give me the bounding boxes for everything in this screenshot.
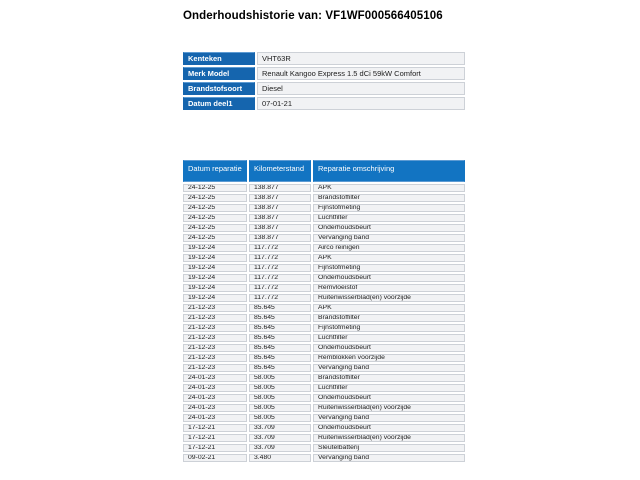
repair-date-cell: 24-12-25 xyxy=(183,204,247,212)
table-row xyxy=(183,284,465,292)
table-row xyxy=(183,344,465,352)
info-row xyxy=(183,97,465,110)
repair-date-cell: 24-01-23 xyxy=(183,404,247,412)
table-row xyxy=(183,194,465,202)
repair-date-cell: 24-01-23 xyxy=(183,394,247,402)
kilometer-cell: 85.645 xyxy=(249,324,311,332)
repair-date-cell: 17-12-21 xyxy=(183,424,247,432)
repair-description-cell: Onderhoudsbeurt xyxy=(313,424,465,432)
maintenance-table-header xyxy=(183,160,465,182)
info-row xyxy=(183,52,465,65)
header-row xyxy=(183,160,465,182)
vehicle-info-table xyxy=(181,50,467,112)
column-header-reparatie-omschrijving: Reparatie omschrijving xyxy=(313,160,465,182)
kilometer-cell: 138.877 xyxy=(249,204,311,212)
vehicle-info-body xyxy=(183,52,465,110)
table-row xyxy=(183,354,465,362)
repair-date-cell: 24-01-23 xyxy=(183,414,247,422)
kilometer-cell: 138.877 xyxy=(249,214,311,222)
info-row xyxy=(183,67,465,80)
table-row xyxy=(183,434,465,442)
table-row xyxy=(183,254,465,262)
repair-date-cell: 21-12-23 xyxy=(183,324,247,332)
table-row xyxy=(183,244,465,252)
info-value-cell: Renault Kangoo Express 1.5 dCi 59kW Comfort xyxy=(257,67,465,80)
kilometer-cell: 58.005 xyxy=(249,394,311,402)
repair-description-cell: Vervanging band xyxy=(313,234,465,242)
repair-description-cell: Fijnstofmeting xyxy=(313,204,465,212)
info-label-cell: Brandstofsoort xyxy=(183,82,255,95)
repair-date-cell: 21-12-23 xyxy=(183,364,247,372)
kilometer-cell: 117.772 xyxy=(249,294,311,302)
table-row xyxy=(183,324,465,332)
repair-date-cell: 17-12-21 xyxy=(183,444,247,452)
info-label-cell: Merk Model xyxy=(183,67,255,80)
repair-description-cell: Ruitenwisserblad(en) voorzijde xyxy=(313,294,465,302)
info-value-cell: Diesel xyxy=(257,82,465,95)
repair-date-cell: 19-12-24 xyxy=(183,294,247,302)
kilometer-cell: 85.645 xyxy=(249,334,311,342)
table-row xyxy=(183,374,465,382)
repair-description-cell: Remvloeistof xyxy=(313,284,465,292)
kilometer-cell: 117.772 xyxy=(249,274,311,282)
repair-description-cell: Brandstoffilter xyxy=(313,314,465,322)
table-row xyxy=(183,404,465,412)
table-row xyxy=(183,454,465,462)
kilometer-cell: 58.005 xyxy=(249,374,311,382)
repair-description-cell: Fijnstofmeting xyxy=(313,324,465,332)
column-header-datum-reparatie: Datum reparatie xyxy=(183,160,247,182)
kilometer-cell: 117.772 xyxy=(249,254,311,262)
repair-date-cell: 24-01-23 xyxy=(183,384,247,392)
repair-date-cell: 09-02-21 xyxy=(183,454,247,462)
repair-date-cell: 19-12-24 xyxy=(183,274,247,282)
table-row xyxy=(183,204,465,212)
repair-description-cell: Onderhoudsbeurt xyxy=(313,274,465,282)
kilometer-cell: 85.645 xyxy=(249,314,311,322)
repair-description-cell: Onderhoudsbeurt xyxy=(313,394,465,402)
kilometer-cell: 85.645 xyxy=(249,304,311,312)
kilometer-cell: 117.772 xyxy=(249,244,311,252)
info-label-cell: Datum deel1 xyxy=(183,97,255,110)
repair-date-cell: 21-12-23 xyxy=(183,344,247,352)
repair-description-cell: Brandstoffilter xyxy=(313,374,465,382)
table-row xyxy=(183,334,465,342)
repair-description-cell: Luchtfilter xyxy=(313,384,465,392)
repair-description-cell: Remblokken voorzijde xyxy=(313,354,465,362)
table-row xyxy=(183,444,465,452)
kilometer-cell: 85.645 xyxy=(249,354,311,362)
table-row xyxy=(183,184,465,192)
repair-date-cell: 24-12-25 xyxy=(183,214,247,222)
kilometer-cell: 58.005 xyxy=(249,404,311,412)
kilometer-cell: 33.709 xyxy=(249,434,311,442)
repair-description-cell: APK xyxy=(313,304,465,312)
table-row xyxy=(183,424,465,432)
repair-date-cell: 24-01-23 xyxy=(183,374,247,382)
repair-date-cell: 24-12-25 xyxy=(183,234,247,242)
repair-date-cell: 19-12-24 xyxy=(183,244,247,252)
kilometer-cell: 138.877 xyxy=(249,194,311,202)
repair-date-cell: 19-12-24 xyxy=(183,254,247,262)
repair-description-cell: Vervanging band xyxy=(313,364,465,372)
table-row xyxy=(183,364,465,372)
table-row xyxy=(183,294,465,302)
repair-description-cell: Vervanging band xyxy=(313,454,465,462)
column-header-kilometerstand: Kilometerstand xyxy=(249,160,311,182)
kilometer-cell: 3.480 xyxy=(249,454,311,462)
repair-description-cell: Airco reinigen xyxy=(313,244,465,252)
kilometer-cell: 117.772 xyxy=(249,264,311,272)
repair-description-cell: Ruitenwisserblad(en) voorzijde xyxy=(313,404,465,412)
repair-description-cell: Luchtfilter xyxy=(313,214,465,222)
repair-date-cell: 17-12-21 xyxy=(183,434,247,442)
kilometer-cell: 138.877 xyxy=(249,184,311,192)
kilometer-cell: 138.877 xyxy=(249,224,311,232)
repair-date-cell: 21-12-23 xyxy=(183,334,247,342)
repair-description-cell: Brandstoffilter xyxy=(313,194,465,202)
info-row xyxy=(183,82,465,95)
table-row xyxy=(183,234,465,242)
repair-description-cell: Sleutelbatterij xyxy=(313,444,465,452)
kilometer-cell: 33.709 xyxy=(249,444,311,452)
repair-date-cell: 24-12-25 xyxy=(183,194,247,202)
repair-date-cell: 21-12-23 xyxy=(183,304,247,312)
repair-date-cell: 24-12-25 xyxy=(183,224,247,232)
repair-description-cell: Fijnstofmeting xyxy=(313,264,465,272)
kilometer-cell: 138.877 xyxy=(249,234,311,242)
table-row xyxy=(183,264,465,272)
repair-description-cell: APK xyxy=(313,184,465,192)
page-title: Onderhoudshistorie van: VF1WF000566405106 xyxy=(183,10,443,22)
info-value-cell: VHT63R xyxy=(257,52,465,65)
table-row xyxy=(183,274,465,282)
repair-description-cell: Onderhoudsbeurt xyxy=(313,224,465,232)
kilometer-cell: 85.645 xyxy=(249,364,311,372)
kilometer-cell: 85.645 xyxy=(249,344,311,352)
table-row xyxy=(183,414,465,422)
maintenance-history-table xyxy=(181,158,467,464)
repair-date-cell: 19-12-24 xyxy=(183,284,247,292)
kilometer-cell: 117.772 xyxy=(249,284,311,292)
info-label-cell: Kenteken xyxy=(183,52,255,65)
kilometer-cell: 58.005 xyxy=(249,414,311,422)
table-row xyxy=(183,304,465,312)
table-row xyxy=(183,394,465,402)
kilometer-cell: 58.005 xyxy=(249,384,311,392)
info-value-cell: 07-01-21 xyxy=(257,97,465,110)
repair-description-cell: Onderhoudsbeurt xyxy=(313,344,465,352)
repair-date-cell: 21-12-23 xyxy=(183,314,247,322)
repair-description-cell: Ruitenwisserblad(en) voorzijde xyxy=(313,434,465,442)
table-row xyxy=(183,314,465,322)
kilometer-cell: 33.709 xyxy=(249,424,311,432)
repair-description-cell: APK xyxy=(313,254,465,262)
table-row xyxy=(183,384,465,392)
table-row xyxy=(183,224,465,232)
table-row xyxy=(183,214,465,222)
repair-description-cell: Luchtfilter xyxy=(313,334,465,342)
repair-date-cell: 19-12-24 xyxy=(183,264,247,272)
repair-description-cell: Vervanging band xyxy=(313,414,465,422)
maintenance-table-body xyxy=(183,184,465,462)
repair-date-cell: 21-12-23 xyxy=(183,354,247,362)
repair-date-cell: 24-12-25 xyxy=(183,184,247,192)
